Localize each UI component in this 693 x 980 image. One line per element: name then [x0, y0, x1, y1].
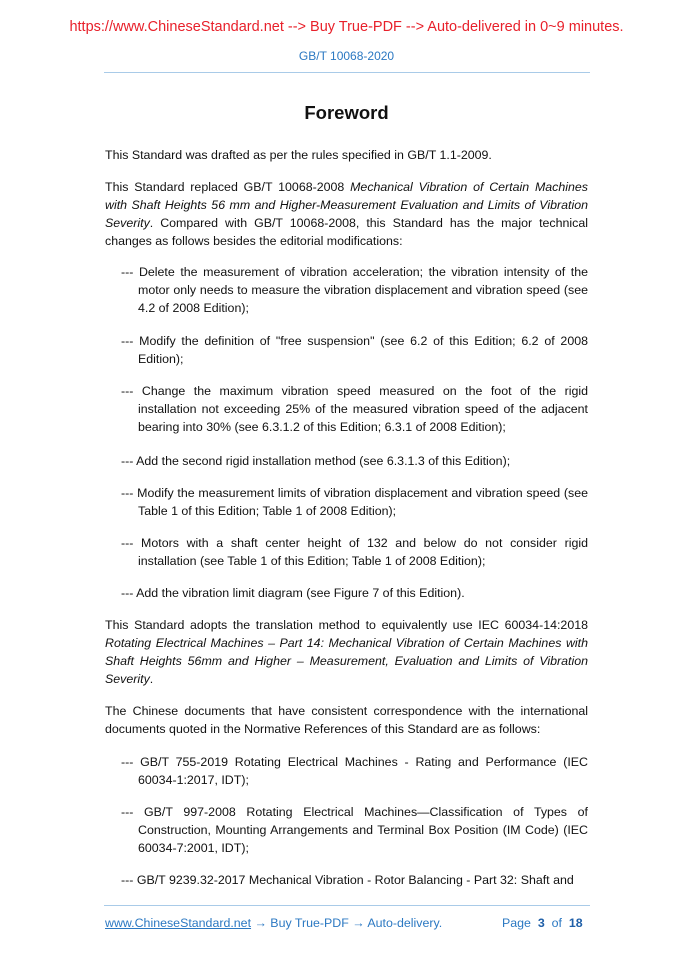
change-item: --- Add the second rigid installation method (see 6.3.1.3 of this Edition); [121, 454, 511, 468]
change-item: --- Modify the definition of "free suspension" (see 6.2 of this Edition; 6.2 of 2008 Edition); [121, 334, 588, 366]
paragraph-replacement [105, 178, 588, 250]
text: This Standard replaced GB/T 10068-2008 [105, 180, 351, 194]
footer-rule [104, 905, 590, 906]
change-item: --- Change the maximum vibration speed measured on the foot of the rigid installation not exceeding 25% of the measured vibration speed of the adjacent bearing into 30% (see 6.3.1.2 of this Edition; 6.3.1 of 2008 Edition); [121, 384, 588, 434]
change-item: --- Modify the measurement limits of vibration displacement and vibration speed (see Table 1 of this Edition; Table 1 of 2008 Edition); [121, 486, 588, 518]
paragraph-drafting: This Standard was drafted as per the rules specified in GB/T 1.1-2009. [105, 148, 492, 162]
reference-item: --- GB/T 997-2008 Rotating Electrical Machines—Classification of Types of Construction, Mounting Arrangements and Terminal Box Position (IM Code) (IEC 60034-7:2001, IDT); [121, 805, 588, 855]
change-item: --- Add the vibration limit diagram (see Figure 7 of this Edition). [121, 586, 465, 600]
reference-item: --- GB/T 755-2019 Rotating Electrical Machines - Rating and Performance (IEC 60034-1:2017, IDT); [121, 755, 588, 787]
paragraph-adoption [105, 616, 588, 688]
standard-title-italic: Mechanical Vibration of Certain Machines with Shaft Heights 56 mm and Higher-Measurement Evaluation and Limits of Vibration Severity [105, 180, 588, 230]
page-title: Foreword [304, 102, 389, 123]
footer-promo [105, 916, 442, 930]
text: This Standard adopts the translation method to equivalently use IEC 60034-14:2018 [105, 618, 588, 632]
paragraph-correspondence: The Chinese documents that have consistent correspondence with the international documents quoted in the Normative References of this Standard are as follows: [105, 704, 588, 736]
page-number: 3 [537, 916, 545, 930]
footer-text: → Buy True-PDF → Auto-delivery. [251, 916, 443, 930]
change-item: --- Delete the measurement of vibration acceleration; the vibration intensity of the motor only needs to measure the vibration displacement and vibration speed (see 4.2 of 2008 Edition); [121, 265, 588, 315]
page-label: Page [502, 916, 531, 930]
footer-link[interactable]: www.ChineseStandard.net [105, 916, 252, 930]
page-indicator [502, 916, 583, 930]
reference-item: --- GB/T 9239.32-2017 Mechanical Vibration - Rotor Balancing - Part 32: Shaft and [121, 873, 574, 887]
of-label: of [551, 916, 562, 930]
change-item: --- Motors with a shaft center height of 132 and below do not consider rigid installation (see Table 1 of this Edition; Table 1 of 2008 Edition); [121, 536, 588, 568]
header-rule [104, 72, 590, 73]
text: . Compared with GB/T 10068-2008, this Standard has the major technical changes as follows besides the editorial modifications: [105, 216, 588, 248]
standard-number-header: GB/T 10068-2020 [298, 49, 395, 63]
promo-banner[interactable]: https://www.ChineseStandard.net --> Buy True-PDF --> Auto-delivered in 0~9 minutes. [69, 19, 624, 35]
iec-title-italic: Rotating Electrical Machines – Part 14: Mechanical Vibration of Certain Machines with Shaft Heights 56mm and Higher – Measurement, Evaluation and Limits of Vibration Severity [105, 636, 588, 686]
text: . [149, 672, 154, 686]
total-pages: 18 [568, 916, 583, 930]
